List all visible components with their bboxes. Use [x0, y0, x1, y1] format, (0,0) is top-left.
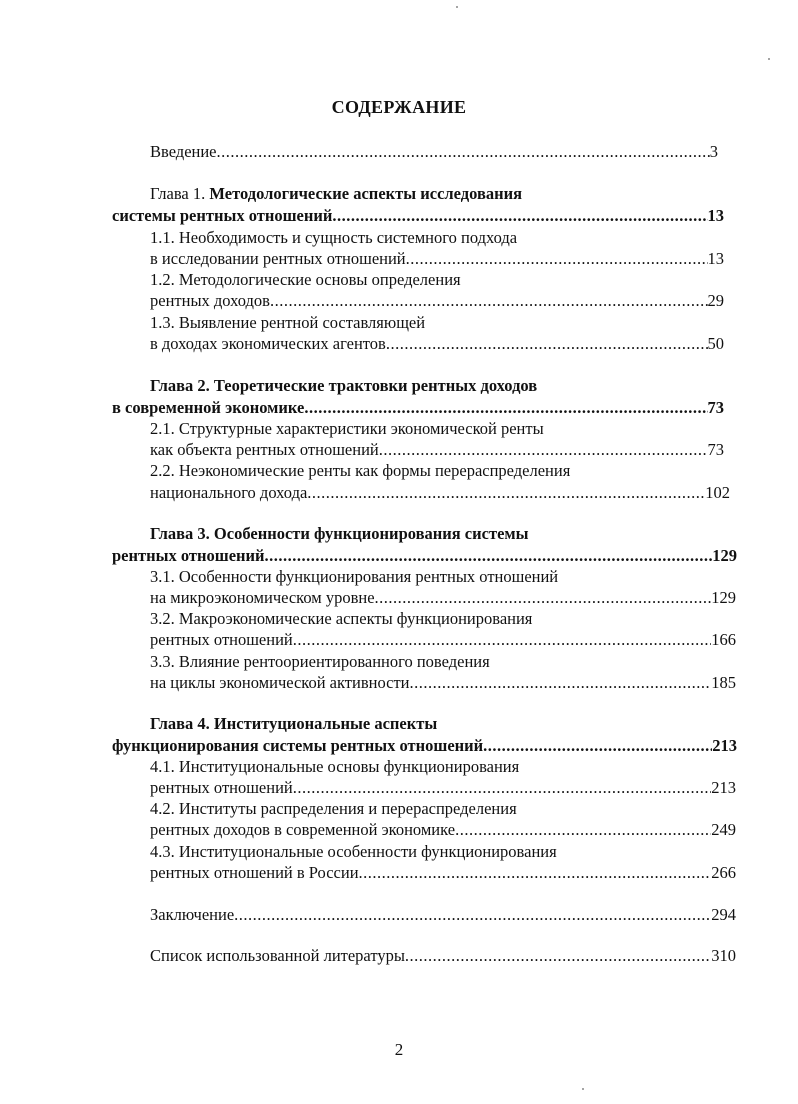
toc-conclusion[interactable]: Заключение ..... 294 — [150, 904, 736, 926]
toc-section-1-2-title: 1.2. Методологические основы определения — [150, 270, 461, 289]
toc-section-1-3-title: 1.3. Выявление рентной составляющей — [150, 313, 426, 332]
toc-section-3-1-title: 3.1. Особенности функционирования рентных отношений — [150, 567, 559, 586]
toc-references[interactable]: Список использованной литературы ..... 310 — [150, 945, 736, 967]
toc-chapter-3[interactable]: рентных отношений ..... 129 — [112, 545, 737, 567]
toc-section-3-1[interactable]: на микроэкономическом уровне ..... 129 — [150, 587, 736, 609]
toc-chapter-4-title: Глава 4. Институциональные аспекты — [150, 714, 438, 733]
toc-section-4-2-title: 4.2. Институты распределения и перераспределения — [150, 799, 517, 818]
toc-section-2-2[interactable]: национального дохода ..... 102 — [150, 482, 730, 504]
page-number: 2 — [394, 1040, 404, 1059]
toc-section-3-3[interactable]: на циклы экономической активности ..... 185 — [150, 672, 736, 694]
toc-chapter-1-title: Глава 1. Методологические аспекты исследования — [150, 184, 523, 203]
toc-section-3-2[interactable]: рентных отношений ..... 166 — [150, 629, 736, 651]
toc-section-4-3-title: 4.3. Институциональные особенности функционирования — [150, 842, 557, 861]
scan-speck — [582, 1088, 584, 1090]
toc-chapter-2-title: Глава 2. Теоретические трактовки рентных доходов — [150, 376, 538, 395]
toc-section-4-2[interactable]: рентных доходов в современной экономике ..... 249 — [150, 819, 736, 841]
toc-section-2-1-title: 2.1. Структурные характеристики экономической ренты — [150, 419, 544, 438]
scan-speck — [456, 6, 458, 8]
toc-section-2-2-title: 2.2. Неэкономические ренты как формы перераспределения — [150, 461, 571, 480]
toc-section-4-1[interactable]: рентных отношений ..... 213 — [150, 777, 736, 799]
toc-section-2-1[interactable]: как объекта рентных отношений ..... 73 — [150, 439, 724, 461]
toc-chapter-4[interactable]: функционирования системы рентных отношений ..... 213 — [112, 735, 737, 757]
toc-section-1-1[interactable]: в исследовании рентных отношений ..... 13 — [150, 248, 724, 270]
toc-chapter-2[interactable]: в современной экономике ..... 73 — [112, 397, 724, 419]
toc-chapter-3-title: Глава 3. Особенности функционирования системы — [150, 524, 529, 543]
toc-section-1-3[interactable]: в доходах экономических агентов ..... 50 — [150, 333, 724, 355]
toc-intro[interactable]: Введение ..... 3 — [150, 141, 718, 163]
toc-section-3-3-title: 3.3. Влияние рентоориентированного поведения — [150, 652, 490, 671]
toc-chapter-1[interactable]: системы рентных отношений ..... 13 — [112, 205, 724, 227]
toc-section-1-2[interactable]: рентных доходов ..... 29 — [150, 290, 724, 312]
toc-section-4-3[interactable]: рентных отношений в России ..... 266 — [150, 862, 736, 884]
toc-section-4-1-title: 4.1. Институциональные основы функционирования — [150, 757, 520, 776]
page-title: СОДЕРЖАНИЕ — [331, 97, 467, 117]
scan-speck — [768, 58, 770, 60]
toc-section-3-2-title: 3.2. Макроэкономические аспекты функционирования — [150, 609, 533, 628]
toc-section-1-1-title: 1.1. Необходимость и сущность системного подхода — [150, 228, 518, 247]
